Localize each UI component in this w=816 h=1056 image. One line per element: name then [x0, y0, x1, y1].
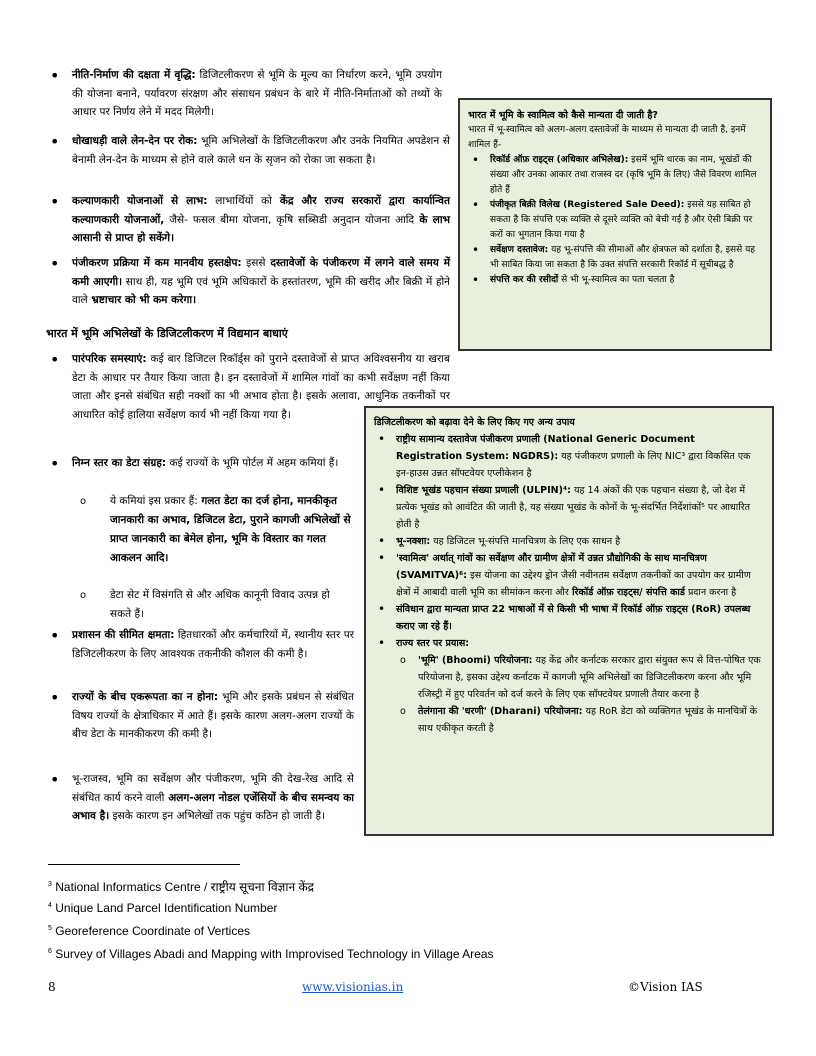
box2-item: • राज्य स्तर पर प्रयास: — [378, 636, 470, 650]
bullet-icon: • — [50, 454, 60, 473]
box2-item: • भू-नक्शा: यह डिजिटल भू-संपत्ति मानचित्रण के लिए एक साधन है — [378, 534, 621, 548]
bullet-icon: • — [378, 534, 386, 548]
footnote: $^4$ Unique Land Parcel Identification Number — [48, 901, 278, 915]
bullet-icon: • — [50, 254, 60, 273]
bullet-fraud: धोखाधड़ी वाले लेन-देन पर रोक: भूमि अभिलेखों के डिजिटलीकरण और उनके नियमित अपडेशन से बेनामी लेन-देन के माध्यम से होने वाले काले धन के सृजन को रोका जा सकता है। — [72, 135, 450, 166]
bullet-icon: • — [472, 153, 480, 167]
circle-bullet-icon: o — [80, 496, 87, 507]
box2-title: डिजिटलीकरण को बढ़ावा देने के लिए किए गए अन्य उपाय — [374, 417, 575, 428]
circle-bullet-icon: o — [400, 655, 406, 666]
circle-bullet-icon: o — [400, 706, 406, 717]
sub-item-dataset: o डेटा सेट में विसंगति से और अधिक कानूनी विवाद उत्पन्न हो सकते हैं। — [110, 586, 354, 624]
bullet-icon: • — [50, 688, 60, 707]
bullet-icon: • — [472, 273, 480, 287]
box1-item: • पंजीकृत बिक्री विलेख (Registered Sale Deed): इससे यह साबित हो सकता है कि संपत्ति एक व्यक्ति से दूसरे व्यक्ति को बेची गई है और ऐसी बिक्री पर करों का भुगतान किया गया है — [472, 198, 753, 240]
box2-item: • संविधान द्वारा मान्यता प्राप्त 22 भाषाओं में से किसी भी भाषा में रिकॉर्ड ऑफ़ राइट्स (RoR) उपलब्ध कराए जा रहे हैं। — [378, 602, 751, 632]
challenge-revenue: भू-राजस्व, भूमि का सर्वेक्षण और पंजीकरण, भूमि की देख-रेख आदि से संबंधित कार्य करने वाली अलग-अलग नोडल एजेंसियों के बीच समन्वय का अभाव है। इसके कारण इन अभिलेखों तक पहुंच कठिन हो जाती है। — [72, 773, 354, 822]
box1-intro: भारत में भू-स्वामित्व को अलग-अलग दस्तावेजों के माध्यम से मान्यता दी जाती है, इनमें शामिल हैं- — [468, 125, 746, 150]
bullet-icon: • — [50, 770, 60, 789]
bullet-icon: • — [50, 192, 60, 211]
bullet-icon: • — [378, 636, 386, 650]
footnote: $^6$ Survey of Villages Abadi and Mapping with Improvised Technology in Village Areas — [48, 947, 494, 961]
box2-item: • विशिष्ट भूखंड पहचान संख्या प्रणाली (ULPIN)⁴: यह 14 अंकों की एक पहचान संख्या है, जो देश में प्रत्येक भूखंड को आवंटित की जाती है, यह संख्या भूखंड के कोनों के भू-संदर्भित निर्देशांकों⁵ पर आधारित होती है — [378, 483, 750, 530]
copyright: ©Vision IAS — [628, 980, 703, 994]
ownership-recognition-box — [458, 98, 772, 351]
challenge-traditional: पारंपरिक समस्याएं: कई बार डिजिटल रिकॉर्ड्स को पुराने दस्तावेजों से प्राप्त अविश्वसनीय या खराब डेटा के आधार पर तैयार किया जाता है। इन दस्तावेजों में शामिल गांवों का कभी सर्वेक्षण नहीं किया जाता और इनसे संबंधित सही नक्शों का भी अभाव होता है। इसके अलावा, आधुनिक तकनीकों पर आधारित कोई हालिया सर्वेक्षण कार्य भी नहीं किया गया है। — [72, 353, 451, 421]
bullet-policy: नीति-निर्माण की दक्षता में वृद्धि: डिजिटलीकरण से भूमि के मूल्य का निर्धारण करने, भूमि उपयोग की योजना बनाने, पर्यावरण संरक्षण और संसाधन प्रबंधन के बारे में नीति-निर्माताओं को तथ्यों के आधार पर निर्णय लेने में मदद मिलेगी। — [72, 69, 443, 118]
sub-item-gaps: o ये कमियां इस प्रकार हैं: गलत डेटा का दर्ज होना, मानकीकृत जानकारी का अभाव, डिजिटल डेटा, पुराने कागजी अभिलेखों से प्राप्त जानकारी का बेमेल होना, भूमि के विस्तार का गलत आकलन आदि। — [110, 492, 354, 568]
box1-item: • सर्वेक्षण दस्तावेज: यह भू-संपत्ति की सीमाओं और क्षेत्रफल को दर्शाता है, इससे यह भी साबित किया जा सकता है कि उक्त संपत्ति सरकारी रिकॉर्ड में सूचीबद्ध है — [472, 243, 756, 270]
bullet-icon: • — [50, 132, 60, 151]
box2-item: • 'स्वामित्व' अर्थात् गांवों का सर्वेक्षण और ग्रामीण क्षेत्रों में उन्नत प्रौद्योगिकी के साथ मानचित्रण (SVAMITVA)⁶: इस योजना का उद्देश्य ड्रोन जैसी नवीनतम सर्वेक्षण तकनीकों का उपयोग कर ग्रामीण क्षेत्रों में आबादी वाली भूमि का सीमांकन करना और रिकॉर्ड ऑफ़ राइट्स/ संपत्ति कार्ड प्रदान करना है — [378, 551, 751, 598]
challenge-low-quality: निम्न स्तर का डेटा संग्रह: कई राज्यों के भूमि पोर्टल में अहम कमियां हैं। — [72, 457, 339, 469]
digitization-measures-box — [364, 406, 774, 836]
box1-item: • संपत्ति कर की रसीदों से भी भू-स्वामित्व का पता चलता है — [472, 273, 675, 287]
bullet-icon: • — [50, 66, 60, 85]
bullet-icon: • — [378, 551, 386, 565]
bullet-icon: • — [472, 243, 480, 257]
page-number: 8 — [48, 980, 56, 994]
footnote-divider — [48, 864, 240, 865]
box1-item: • रिकॉर्ड ऑफ़ राइट्स (अधिकार अभिलेख): इसमें भूमि धारक का नाम, भूखंडों की संख्या और उनका आकार तथा राजस्व दर (कृषि भूमि के लिए) जैसे विवरण शामिल होते हैं — [472, 153, 757, 195]
bullet-icon: • — [50, 350, 60, 369]
box2-state-item: o 'भूमि' (Bhoomi) परियोजना: यह केंद्र और कर्नाटक सरकार द्वारा संयुक्त रूप से वित्त-पोषित एक परियोजना है, इसका उद्देश्य कर्नाटक में कागजी भूमि अभिलेखों का डिजिटलीकरण करना और भूमि रजिस्ट्री में हुए परिवर्तन को दर्ज करने के लिए एक सॉफ्टवेयर प्रणाली तैयार करना है — [374, 652, 764, 703]
footnote: $^3$ National Informatics Centre / राष्ट्रीय सूचना विज्ञान केंद्र — [48, 880, 315, 894]
bullet-icon: • — [50, 626, 60, 645]
bullet-icon: • — [378, 432, 386, 446]
footnote: $^5$ Georeference Coordinate of Vertices — [48, 924, 251, 938]
box1-title: भारत में भूमि के स्वामित्व को कैसे मान्यता दी जाती है? — [468, 110, 658, 121]
box2-item: • राष्ट्रीय सामान्य दस्तावेज पंजीकरण प्रणाली (National Generic Document Registration System: NGDRS): यह पंजीकरण प्रणाली के लिए NIC³ द्वारा विकसित एक इन-हाउस उन्नत सॉफ्टवेयर एप्लीकेशन है — [378, 432, 751, 479]
challenge-states: राज्यों के बीच एकरूपता का न होना: भूमि और इसके प्रबंधन से संबंधित विषय राज्यों के क्षेत्राधिकार में आते हैं। इसके कारण अलग-अलग राज्यों के बीच डेटा के मानकीकरण की कमी है। — [72, 691, 354, 740]
bullet-icon: • — [378, 602, 386, 616]
website-link[interactable]: www.visionias.in — [302, 980, 404, 994]
bullet-registration: पंजीकरण प्रक्रिया में कम मानवीय हस्तक्षेप: इससे दस्तावेजों के पंजीकरण में लगने वाले समय में कमी आएगी। साथ ही, यह भूमि एवं भूमि अधिकारों के हस्तांतरण, भूमि की खरीद और बिक्री में होने वाले भ्रष्टाचार को भी कम करेगा। — [72, 257, 450, 306]
bullet-welfare: कल्याणकारी योजनाओं से लाभ: लाभार्थियों को केंद्र और राज्य सरकारों द्वारा कार्यान्वित कल्याणकारी योजनाओं, जैसे- फसल बीमा योजना, कृषि सब्सिडी अनुदान योजना आदि के लाभ आसानी से प्राप्त हो सकेंगे। — [72, 195, 450, 244]
bullet-icon: • — [472, 198, 480, 212]
bullet-icon: • — [378, 483, 386, 497]
section-heading: भारत में भूमि अभिलेखों के डिजिटलीकरण में विद्यमान बाधाएं — [46, 327, 288, 340]
challenge-admin: प्रशासन की सीमित क्षमता: हितधारकों और कर्मचारियों में, स्थानीय स्तर पर डिजिटलीकरण के लिए आवश्यक तकनीकी कौशल की कमी है। — [72, 629, 354, 660]
box2-state-item: o तेलंगाना की 'धरणी' (Dharani) परियोजना: यह RoR डेटा को व्यक्तिगत भूखंड के मानचित्रों के साथ एकीकृत करती है — [374, 703, 764, 737]
circle-bullet-icon: o — [80, 590, 87, 601]
